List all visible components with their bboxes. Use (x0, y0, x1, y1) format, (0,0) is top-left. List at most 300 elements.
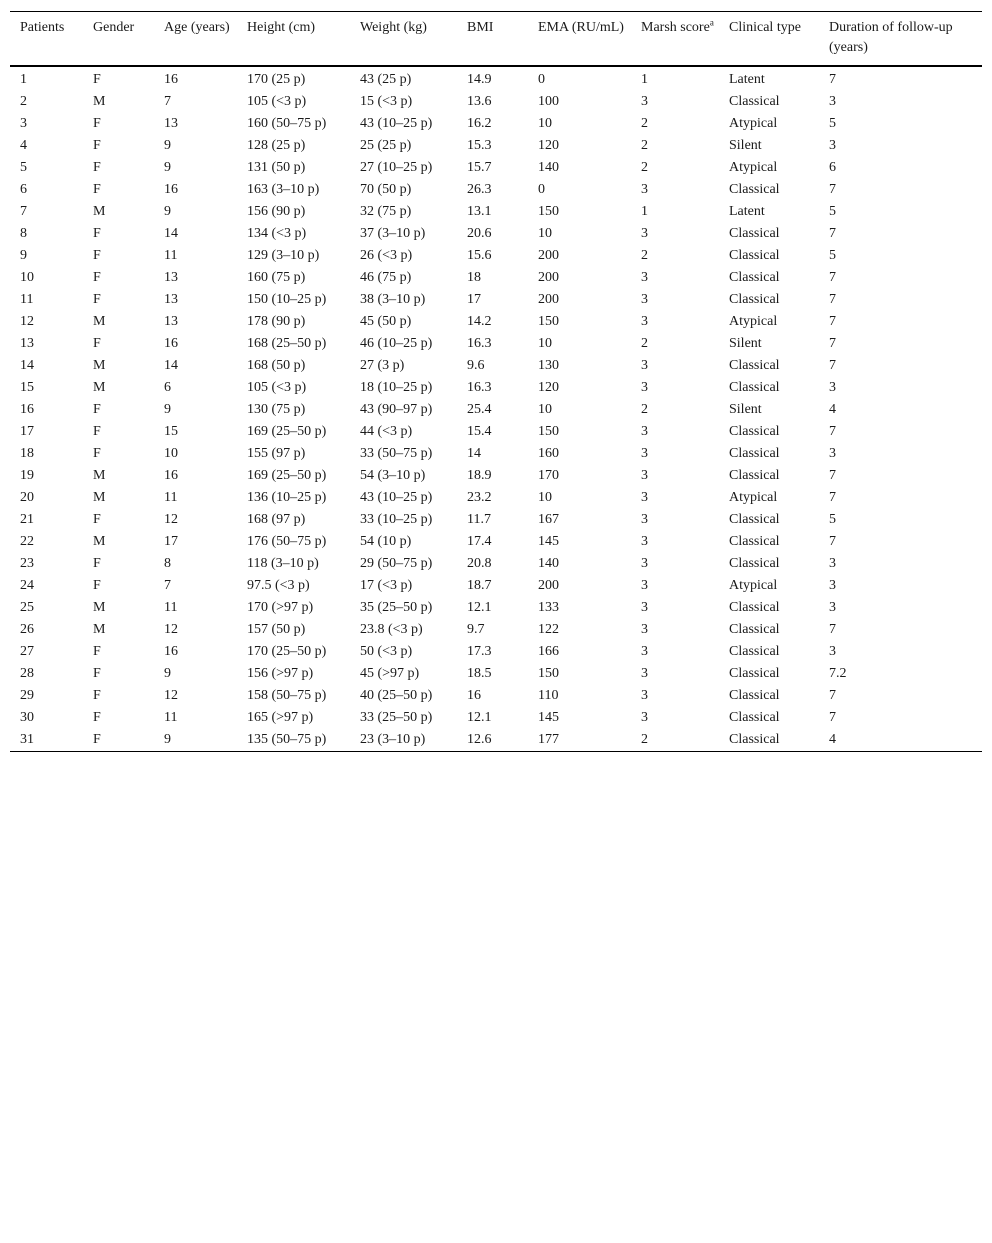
table-container (10, 11, 982, 752)
cell-weight: 46 (75 p) (360, 270, 412, 285)
cell-ema: 10 (538, 336, 552, 351)
cell-followup: 7 (829, 336, 836, 351)
cell-bmi: 18 (467, 270, 481, 285)
cell-ema: 145 (538, 710, 559, 725)
cell-gender: M (93, 94, 106, 109)
cell-patient-id: 12 (20, 314, 34, 329)
cell-age: 11 (164, 600, 178, 615)
cell-clinical-type: Silent (729, 138, 762, 153)
cell-ema: 133 (538, 600, 559, 615)
cell-ema: 10 (538, 226, 552, 241)
cell-bmi: 13.1 (467, 204, 492, 219)
table-row (10, 641, 982, 663)
cell-marsh-score: 3 (641, 292, 648, 307)
cell-gender: F (93, 270, 101, 285)
cell-marsh-score: 3 (641, 182, 648, 197)
cell-age: 17 (164, 534, 178, 549)
cell-patient-id: 5 (20, 160, 27, 175)
cell-gender: M (93, 204, 106, 219)
cell-patient-id: 18 (20, 446, 34, 461)
cell-patient-id: 17 (20, 424, 34, 439)
table-row (10, 223, 982, 245)
cell-followup: 7 (829, 688, 836, 703)
cell-marsh-score: 3 (641, 688, 648, 703)
table-row (10, 531, 982, 553)
cell-weight: 43 (25 p) (360, 72, 412, 87)
cell-patient-id: 22 (20, 534, 34, 549)
cell-bmi: 18.5 (467, 666, 492, 681)
cell-weight: 70 (50 p) (360, 182, 412, 197)
cell-followup: 5 (829, 512, 836, 527)
cell-age: 9 (164, 732, 171, 747)
cell-weight: 23 (3–10 p) (360, 732, 426, 747)
cell-followup: 7 (829, 490, 836, 505)
cell-height: 129 (3–10 p) (247, 248, 320, 263)
table-row (10, 66, 982, 91)
cell-followup: 5 (829, 116, 836, 131)
cell-age: 9 (164, 666, 171, 681)
table-row (10, 289, 982, 311)
cell-clinical-type: Classical (729, 226, 780, 241)
cell-patient-id: 4 (20, 138, 27, 153)
cell-bmi: 17.3 (467, 644, 492, 659)
cell-gender: F (93, 424, 101, 439)
cell-ema: 120 (538, 138, 559, 153)
cell-marsh-score: 2 (641, 248, 648, 263)
cell-ema: 177 (538, 732, 559, 747)
cell-followup: 7 (829, 534, 836, 549)
cell-followup: 3 (829, 556, 836, 571)
cell-height: 97.5 (<3 p) (247, 578, 310, 593)
cell-height: 158 (50–75 p) (247, 688, 327, 703)
cell-clinical-type: Classical (729, 666, 780, 681)
table-body (10, 66, 982, 752)
cell-height: 169 (25–50 p) (247, 424, 327, 439)
cell-bmi: 15.3 (467, 138, 492, 153)
cell-age: 11 (164, 490, 178, 505)
cell-followup: 3 (829, 600, 836, 615)
cell-marsh-score: 3 (641, 270, 648, 285)
cell-height: 128 (25 p) (247, 138, 306, 153)
header-row (10, 12, 982, 67)
cell-weight: 33 (25–50 p) (360, 710, 433, 725)
cell-clinical-type: Classical (729, 446, 780, 461)
cell-clinical-type: Silent (729, 336, 762, 351)
cell-ema: 166 (538, 644, 559, 659)
cell-patient-id: 29 (20, 688, 34, 703)
cell-followup: 4 (829, 402, 836, 417)
cell-weight: 54 (10 p) (360, 534, 412, 549)
cell-weight: 32 (75 p) (360, 204, 412, 219)
cell-marsh-score: 3 (641, 622, 648, 637)
cell-age: 10 (164, 446, 178, 461)
table-row (10, 663, 982, 685)
table-row (10, 421, 982, 443)
cell-weight: 17 (<3 p) (360, 578, 413, 593)
cell-bmi: 25.4 (467, 402, 492, 417)
cell-weight: 54 (3–10 p) (360, 468, 426, 483)
cell-ema: 130 (538, 358, 559, 373)
cell-clinical-type: Classical (729, 688, 780, 703)
cell-gender: F (93, 644, 101, 659)
cell-clinical-type: Classical (729, 468, 780, 483)
cell-age: 7 (164, 94, 171, 109)
table-row (10, 201, 982, 223)
cell-height: 155 (97 p) (247, 446, 306, 461)
cell-patient-id: 11 (20, 292, 34, 307)
cell-followup: 7 (829, 358, 836, 373)
cell-bmi: 14.2 (467, 314, 492, 329)
cell-followup: 7 (829, 314, 836, 329)
cell-clinical-type: Atypical (729, 314, 778, 329)
cell-height: 136 (10–25 p) (247, 490, 327, 505)
cell-height: 160 (50–75 p) (247, 116, 327, 131)
cell-followup: 5 (829, 248, 836, 263)
table-header (10, 12, 982, 67)
header-age: Age (years) (164, 20, 230, 35)
cell-gender: M (93, 490, 106, 505)
cell-followup: 7 (829, 292, 836, 307)
cell-height: 156 (>97 p) (247, 666, 314, 681)
cell-height: 168 (97 p) (247, 512, 306, 527)
cell-age: 14 (164, 358, 178, 373)
cell-weight: 26 (<3 p) (360, 248, 413, 263)
cell-clinical-type: Classical (729, 248, 780, 263)
cell-gender: F (93, 72, 101, 87)
cell-age: 14 (164, 226, 178, 241)
cell-gender: M (93, 314, 106, 329)
cell-marsh-score: 3 (641, 380, 648, 395)
cell-ema: 140 (538, 160, 559, 175)
cell-marsh-score: 2 (641, 116, 648, 131)
cell-ema: 150 (538, 204, 559, 219)
cell-patient-id: 21 (20, 512, 34, 527)
cell-age: 12 (164, 512, 178, 527)
header-clinical-type: Clinical type (729, 20, 801, 35)
cell-gender: F (93, 160, 101, 175)
cell-followup: 3 (829, 578, 836, 593)
cell-ema: 0 (538, 72, 545, 87)
cell-clinical-type: Classical (729, 732, 780, 747)
cell-weight: 15 (<3 p) (360, 94, 413, 109)
cell-age: 9 (164, 204, 171, 219)
cell-weight: 29 (50–75 p) (360, 556, 433, 571)
cell-clinical-type: Atypical (729, 578, 778, 593)
table-row (10, 113, 982, 135)
cell-ema: 150 (538, 666, 559, 681)
cell-marsh-score: 3 (641, 666, 648, 681)
cell-marsh-score: 3 (641, 534, 648, 549)
cell-ema: 10 (538, 490, 552, 505)
cell-height: 165 (>97 p) (247, 710, 314, 725)
table-row (10, 311, 982, 333)
table-row (10, 377, 982, 399)
cell-ema: 167 (538, 512, 559, 527)
cell-followup: 3 (829, 644, 836, 659)
cell-ema: 200 (538, 292, 559, 307)
cell-patient-id: 25 (20, 600, 34, 615)
cell-height: 105 (<3 p) (247, 380, 307, 395)
cell-height: 135 (50–75 p) (247, 732, 327, 747)
cell-age: 6 (164, 380, 171, 395)
table-row (10, 487, 982, 509)
cell-height: 178 (90 p) (247, 314, 306, 329)
cell-ema: 110 (538, 688, 559, 703)
cell-bmi: 12.1 (467, 600, 492, 615)
cell-age: 13 (164, 314, 178, 329)
cell-age: 9 (164, 160, 171, 175)
cell-gender: F (93, 446, 101, 461)
cell-ema: 122 (538, 622, 559, 637)
cell-ema: 140 (538, 556, 559, 571)
cell-weight: 27 (10–25 p) (360, 160, 433, 175)
cell-followup: 7 (829, 226, 836, 241)
cell-marsh-score: 3 (641, 556, 648, 571)
cell-age: 13 (164, 270, 178, 285)
cell-height: 105 (<3 p) (247, 94, 307, 109)
cell-bmi: 18.7 (467, 578, 492, 593)
cell-bmi: 11.7 (467, 512, 491, 527)
cell-marsh-score: 1 (641, 204, 648, 219)
cell-gender: M (93, 534, 106, 549)
cell-bmi: 16 (467, 688, 481, 703)
table-row (10, 333, 982, 355)
cell-patient-id: 16 (20, 402, 34, 417)
cell-gender: M (93, 600, 106, 615)
cell-age: 12 (164, 622, 178, 637)
cell-clinical-type: Classical (729, 710, 780, 725)
cell-followup: 7.2 (829, 666, 847, 681)
cell-marsh-score: 3 (641, 600, 648, 615)
cell-marsh-score: 2 (641, 336, 648, 351)
cell-height: 163 (3–10 p) (247, 182, 320, 197)
cell-followup: 5 (829, 204, 836, 219)
header-bmi: BMI (467, 20, 494, 35)
cell-height: 160 (75 p) (247, 270, 306, 285)
cell-marsh-score: 3 (641, 468, 648, 483)
cell-marsh-score: 2 (641, 138, 648, 153)
cell-weight: 45 (50 p) (360, 314, 412, 329)
table-row (10, 619, 982, 641)
cell-age: 12 (164, 688, 178, 703)
cell-followup: 4 (829, 732, 836, 747)
cell-height: 168 (50 p) (247, 358, 306, 373)
cell-patient-id: 8 (20, 226, 27, 241)
cell-bmi: 12.6 (467, 732, 492, 747)
cell-patient-id: 10 (20, 270, 34, 285)
cell-gender: M (93, 622, 106, 637)
cell-patient-id: 24 (20, 578, 34, 593)
cell-ema: 100 (538, 94, 559, 109)
cell-height: 170 (>97 p) (247, 600, 314, 615)
cell-age: 15 (164, 424, 178, 439)
cell-clinical-type: Atypical (729, 116, 778, 131)
cell-clinical-type: Classical (729, 644, 780, 659)
cell-followup: 7 (829, 622, 836, 637)
cell-weight: 23.8 (<3 p) (360, 622, 423, 637)
header-gender: Gender (93, 20, 135, 35)
cell-age: 7 (164, 578, 171, 593)
cell-weight: 43 (90–97 p) (360, 402, 433, 417)
cell-gender: F (93, 666, 101, 681)
cell-gender: F (93, 578, 101, 593)
cell-age: 16 (164, 72, 178, 87)
cell-bmi: 23.2 (467, 490, 492, 505)
table-row (10, 685, 982, 707)
cell-marsh-score: 3 (641, 446, 648, 461)
cell-height: 176 (50–75 p) (247, 534, 327, 549)
cell-patient-id: 19 (20, 468, 34, 483)
cell-weight: 33 (10–25 p) (360, 512, 433, 527)
cell-age: 13 (164, 292, 178, 307)
cell-ema: 145 (538, 534, 559, 549)
cell-height: 156 (90 p) (247, 204, 306, 219)
cell-marsh-score: 3 (641, 710, 648, 725)
patients-table (10, 11, 982, 752)
cell-ema: 170 (538, 468, 559, 483)
cell-age: 13 (164, 116, 178, 131)
header-height: Height (cm) (247, 20, 316, 35)
table-row (10, 553, 982, 575)
cell-patient-id: 20 (20, 490, 34, 505)
cell-patient-id: 3 (20, 116, 27, 131)
cell-weight: 43 (10–25 p) (360, 116, 433, 131)
cell-weight: 45 (>97 p) (360, 666, 420, 681)
cell-bmi: 18.9 (467, 468, 492, 483)
cell-ema: 150 (538, 424, 559, 439)
cell-followup: 7 (829, 182, 836, 197)
cell-followup: 7 (829, 710, 836, 725)
cell-followup: 3 (829, 94, 836, 109)
cell-weight: 25 (25 p) (360, 138, 412, 153)
cell-clinical-type: Classical (729, 380, 780, 395)
cell-bmi: 20.6 (467, 226, 492, 241)
cell-marsh-score: 3 (641, 512, 648, 527)
cell-bmi: 14 (467, 446, 481, 461)
cell-ema: 160 (538, 446, 559, 461)
cell-patient-id: 27 (20, 644, 34, 659)
cell-age: 11 (164, 710, 178, 725)
cell-age: 16 (164, 644, 178, 659)
cell-gender: M (93, 358, 106, 373)
cell-patient-id: 2 (20, 94, 27, 109)
cell-gender: F (93, 116, 101, 131)
cell-age: 16 (164, 336, 178, 351)
cell-clinical-type: Latent (729, 72, 765, 87)
cell-marsh-score: 3 (641, 644, 648, 659)
cell-weight: 44 (<3 p) (360, 424, 413, 439)
cell-bmi: 17.4 (467, 534, 492, 549)
table-row (10, 509, 982, 531)
cell-clinical-type: Classical (729, 270, 780, 285)
table-row (10, 245, 982, 267)
cell-gender: F (93, 248, 101, 263)
cell-marsh-score: 2 (641, 732, 648, 747)
table-row (10, 135, 982, 157)
cell-clinical-type: Atypical (729, 160, 778, 175)
cell-followup: 3 (829, 380, 836, 395)
cell-height: 157 (50 p) (247, 622, 306, 637)
cell-gender: F (93, 556, 101, 571)
cell-weight: 50 (<3 p) (360, 644, 413, 659)
cell-bmi: 12.1 (467, 710, 492, 725)
cell-clinical-type: Classical (729, 534, 780, 549)
cell-patient-id: 7 (20, 204, 27, 219)
table-row (10, 575, 982, 597)
header-marsh-footnote-mark: a (709, 17, 714, 28)
cell-height: 118 (3–10 p) (247, 556, 319, 571)
cell-bmi: 9.7 (467, 622, 485, 637)
cell-bmi: 13.6 (467, 94, 492, 109)
cell-clinical-type: Classical (729, 424, 780, 439)
cell-gender: M (93, 380, 106, 395)
cell-followup: 3 (829, 138, 836, 153)
table-row (10, 443, 982, 465)
cell-bmi: 14.9 (467, 72, 492, 87)
cell-clinical-type: Classical (729, 556, 780, 571)
cell-age: 16 (164, 468, 178, 483)
table-row (10, 267, 982, 289)
table-row (10, 597, 982, 619)
cell-patient-id: 14 (20, 358, 34, 373)
header-weight: Weight (kg) (360, 20, 427, 35)
cell-clinical-type: Classical (729, 358, 780, 373)
cell-bmi: 16.3 (467, 336, 492, 351)
cell-weight: 40 (25–50 p) (360, 688, 433, 703)
cell-height: 134 (<3 p) (247, 226, 307, 241)
cell-bmi: 9.6 (467, 358, 485, 373)
cell-marsh-score: 3 (641, 490, 648, 505)
cell-clinical-type: Classical (729, 512, 780, 527)
cell-bmi: 15.4 (467, 424, 492, 439)
cell-bmi: 26.3 (467, 182, 492, 197)
cell-age: 11 (164, 248, 178, 263)
cell-bmi: 16.3 (467, 380, 492, 395)
table-row (10, 157, 982, 179)
cell-clinical-type: Silent (729, 402, 762, 417)
cell-marsh-score: 1 (641, 72, 648, 87)
cell-height: 130 (75 p) (247, 402, 306, 417)
table-row (10, 91, 982, 113)
cell-marsh-score: 3 (641, 314, 648, 329)
cell-followup: 7 (829, 424, 836, 439)
cell-ema: 200 (538, 270, 559, 285)
cell-gender: F (93, 138, 101, 153)
cell-height: 168 (25–50 p) (247, 336, 327, 351)
cell-bmi: 17 (467, 292, 481, 307)
cell-clinical-type: Classical (729, 94, 780, 109)
cell-clinical-type: Classical (729, 600, 780, 615)
cell-height: 131 (50 p) (247, 160, 306, 175)
cell-marsh-score: 3 (641, 94, 648, 109)
cell-weight: 46 (10–25 p) (360, 336, 433, 351)
cell-gender: F (93, 226, 101, 241)
cell-gender: F (93, 732, 101, 747)
cell-ema: 150 (538, 314, 559, 329)
table-row (10, 179, 982, 201)
cell-clinical-type: Classical (729, 182, 780, 197)
cell-weight: 18 (10–25 p) (360, 380, 433, 395)
cell-patient-id: 1 (20, 72, 27, 87)
cell-marsh-score: 3 (641, 226, 648, 241)
cell-bmi: 20.8 (467, 556, 492, 571)
cell-ema: 10 (538, 402, 552, 417)
cell-clinical-type: Latent (729, 204, 765, 219)
table-row (10, 465, 982, 487)
cell-age: 16 (164, 182, 178, 197)
header-marsh (631, 12, 719, 67)
cell-height: 170 (25 p) (247, 72, 306, 87)
